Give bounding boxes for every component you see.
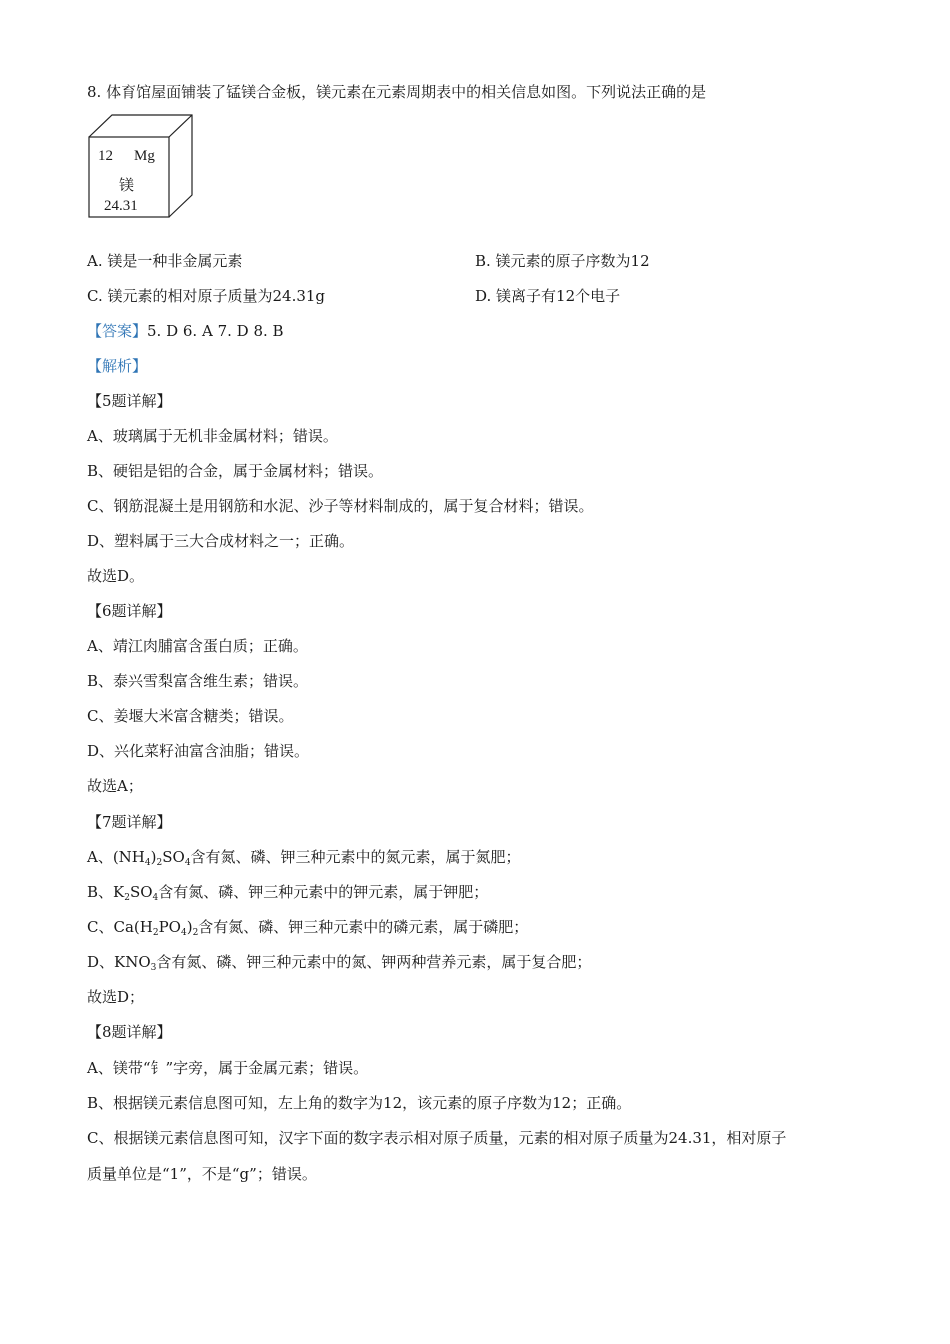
element-symbol: Mg (134, 148, 155, 164)
q5-header: 【5题详解】 (87, 392, 172, 410)
q7-b (87, 882, 488, 902)
option-d: D. 镁离子有12个电子 (475, 287, 621, 305)
analysis-label: 【解析】 (87, 357, 148, 375)
formula-text: SO (162, 848, 185, 866)
formula-text: B、K (87, 883, 125, 901)
formula-subscript: 4 (152, 893, 159, 903)
q7-c (87, 917, 528, 937)
formula-text: ) (186, 918, 193, 936)
formula-text: D、KNO (87, 953, 151, 971)
explanation-text: 含有氮、磷、钾三种元素中的磷元素，属于磷肥； (198, 918, 529, 936)
formula-subscript: 2 (124, 893, 130, 903)
explanation-text: 含有氮、磷、钾三种元素中的钾元素，属于钾肥； (158, 883, 489, 901)
option-c: C. 镁元素的相对原子质量为24.31g (87, 287, 326, 305)
answer-line (87, 321, 284, 341)
q5-d: D、塑料属于三大合成材料之一；正确。 (87, 532, 355, 550)
formula-text: PO (158, 918, 181, 936)
atomic-mass: 24.31 (104, 198, 138, 214)
element-name: 镁 (119, 176, 135, 194)
q5-c: C、钢筋混凝土是用钢筋和水泥、沙子等材料制成的，属于复合材料；错误。 (87, 497, 594, 515)
q8-b: B、根据镁元素信息图可知，左上角的数字为12，该元素的原子序数为12；正确。 (87, 1094, 632, 1112)
explanation-text: 含有氮、磷、钾三种元素中的氮元素，属于氮肥； (190, 848, 521, 866)
formula-text: ) (150, 848, 157, 866)
q5-b: B、硬铝是铝的合金，属于金属材料；错误。 (87, 462, 384, 480)
q6-header: 【6题详解】 (87, 602, 172, 620)
q8-a: A、镁带“钅”字旁，属于金属元素；错误。 (87, 1059, 369, 1077)
q8-c-line2: 质量单位是“1”，不是“g”；错误。 (87, 1165, 317, 1183)
q6-conclusion: 故选A； (87, 777, 143, 795)
q7-d (87, 952, 591, 972)
formula-text: SO (129, 883, 153, 901)
q5-conclusion: 故选D。 (87, 567, 145, 585)
option-a: A. 镁是一种非金属元素 (87, 252, 243, 270)
formula-subscript: 2 (192, 928, 199, 938)
atomic-number: 12 (98, 148, 113, 164)
answer-text: 5. D 6. A 7. D 8. B (147, 322, 284, 340)
q8-c-line1: C、根据镁元素信息图可知，汉字下面的数字表示相对原子质量，元素的相对原子质量为24.31，相对原子 (87, 1129, 787, 1147)
option-b: B. 镁元素的原子序数为12 (475, 252, 650, 270)
explanation-text: 含有氮、磷、钾三种元素中的氮、钾两种营养元素，属于复合肥； (156, 953, 592, 971)
q7-header: 【7题详解】 (87, 813, 172, 831)
answer-label: 【答案】 (87, 322, 148, 340)
q6-a: A、靖江肉脯富含蛋白质；正确。 (87, 637, 308, 655)
q7-conclusion: 故选D； (87, 988, 145, 1006)
q6-d: D、兴化菜籽油富含油脂；错误。 (87, 742, 310, 760)
formula-subscript: 2 (152, 928, 159, 938)
formula-subscript: 4 (184, 858, 191, 868)
question-stem: 8. 体育馆屋面铺装了锰镁合金板，镁元素在元素周期表中的相关信息如图。下列说法正确的是 (87, 83, 707, 101)
element-card-magnesium (88, 113, 196, 221)
formula-subscript: 4 (144, 858, 151, 868)
q6-c: C、姜堰大米富含糖类；错误。 (87, 707, 294, 725)
formula-text: A、(NH (87, 848, 145, 866)
formula-subscript: 2 (156, 858, 163, 868)
q5-a: A、玻璃属于无机非金属材料；错误。 (87, 427, 338, 445)
formula-subscript: 3 (150, 963, 157, 973)
q8-header: 【8题详解】 (87, 1023, 172, 1041)
formula-text: C、Ca(H (87, 918, 153, 936)
formula-subscript: 4 (180, 928, 187, 938)
q7-a (87, 847, 521, 867)
q6-b: B、泰兴雪梨富含维生素；错误。 (87, 672, 309, 690)
